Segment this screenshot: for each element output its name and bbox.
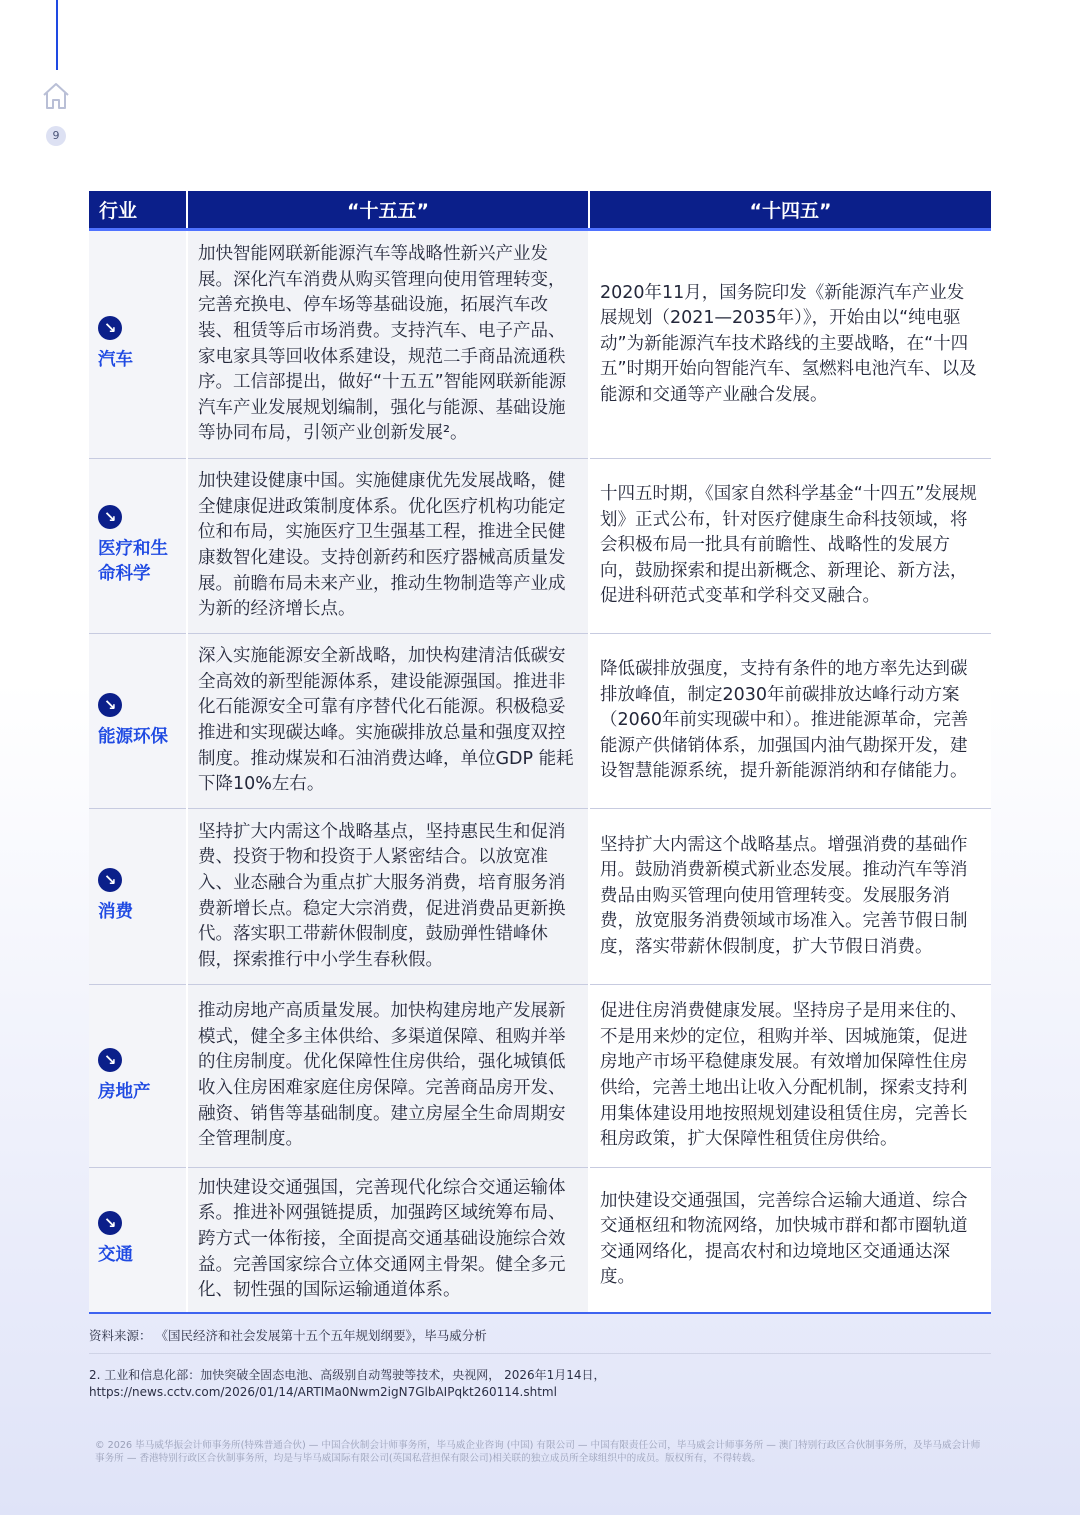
- plan-15-cell: 加快建设健康中国。实施健康优先发展战略，健全健康促进政策制度体系。优化医疗机构功能定位和布局，实施医疗卫生强基工程，推进全民健康数智化建设。支持创新药和医疗器械高质量发展。前瞻布局未来产业，推动生物制造等产业成为新的经济增长点。: [187, 459, 589, 634]
- industry-name: 能源环保: [98, 726, 168, 747]
- arrow-down-right-icon: ↘: [98, 868, 122, 892]
- plan-15-cell: 加快建设交通强国，完善现代化综合交通运输体系。推进补网强链提质，加强跨区域统筹布局、跨方式一体衔接，全面提高交通基础设施综合效益。完善国家综合立体交通网主骨架。健全多元化、韧性强的国际运输通道体系。: [187, 1168, 589, 1313]
- plan-14-cell: 加快建设交通强国，完善综合运输大通道、综合交通枢纽和物流网络，加快城市群和都市圈轨道交通网络化，提高农村和边境地区交通通达深度。: [589, 1168, 991, 1313]
- plan-15-cell: 推动房地产高质量发展。加快构建房地产发展新模式，健全多主体供给、多渠道保障、租购并举的住房制度。优化保障性住房供给，强化城镇低收入住房困难家庭住房保障。完善商品房开发、融资、销售等基础制度。建立房屋全生命周期安全管理制度。: [187, 985, 589, 1168]
- table-row: [89, 1168, 991, 1313]
- header-15th-plan: “十五五”: [187, 191, 589, 230]
- industry-name: 交通: [98, 1245, 133, 1266]
- plan-14-cell: 2020年11月，国务院印发《新能源汽车产业发展规划（2021—2035年）》，开始由以“纯电驱动”为新能源汽车技术路线的主要战略，在“十四五”时期开始向智能汽车、氢燃料电池汽车、以及能源和交通等产业融合发展。: [589, 230, 991, 459]
- header-industry: 行业: [89, 191, 187, 230]
- header-14th-plan: “十四五”: [589, 191, 991, 230]
- copyright-notice: © 2026 毕马威华振会计师事务所(特殊普通合伙) — 中国合伙制会计师事务所，毕马威企业咨询 (中国) 有限公司 — 中国有限责任公司，毕马威会计师事务所 — 澳门特别行政区合伙制事务所，及毕马威会计师事务所 — 香港特别行政区合伙制事务所，均是与毕马威国际有限公司(英国私营担保有限公司)相关联的独立成员所全球组织中的成员。版权所有，不得转载。: [95, 1440, 981, 1464]
- footnote-text: 2. 工业和信息化部：加快突破全固态电池、高级别自动驾驶等技术，央视网， 2026年1月14日，: [89, 1368, 606, 1382]
- industry-cell: [89, 459, 187, 634]
- arrow-down-right-icon: ↘: [98, 505, 122, 529]
- plan-14-cell: 坚持扩大内需这个战略基点。增强消费的基础作用。鼓励消费新模式新业态发展。推动汽车等消费品由购买管理向使用管理转变。发展服务消费，放宽服务消费领域市场准入。完善节假日制度，落实带薪休假制度，扩大节假日消费。: [589, 809, 991, 985]
- table-row: [89, 985, 991, 1168]
- industry-name: 消费: [98, 902, 133, 922]
- plan-15-cell: 加快智能网联新能源汽车等战略性新兴产业发展。深化汽车消费从购买管理向使用管理转变，完善充换电、停车场等基础设施，拓展汽车改装、租赁等后市场消费。支持汽车、电子产品、家电家具等回收体系建设，规范二手商品流通秩序。工信部提出，做好“十五五”智能网联新能源汽车产业发展规划编制，强化与能源、基础设施等协同布局，引领产业创新发展²。: [187, 230, 589, 459]
- arrow-down-right-icon: ↘: [98, 693, 122, 717]
- industry-name: 医疗和生命科学: [98, 539, 168, 584]
- plan-15-cell: 坚持扩大内需这个战略基点，坚持惠民生和促消费、投资于物和投资于人紧密结合。以放宽准入、业态融合为重点扩大服务消费，培育服务消费新增长点。稳定大宗消费，促进消费品更新换代。落实职工带薪休假制度，鼓励弹性错峰休假，探索推行中小学生春秋假。: [187, 809, 589, 985]
- industry-cell: [89, 634, 187, 809]
- table-row: [89, 634, 991, 809]
- arrow-down-right-icon: ↘: [98, 1211, 122, 1235]
- home-icon[interactable]: [40, 80, 72, 112]
- side-accent-line: [56, 0, 58, 70]
- arrow-down-right-icon: ↘: [98, 1048, 122, 1072]
- five-year-plan-comparison-table: [89, 191, 991, 1314]
- footnote-url[interactable]: https://news.cctv.com/2026/01/14/ARTIMa0Nwm2igN7GlbAIPqkt260114.shtml: [89, 1385, 557, 1399]
- industry-cell: [89, 1168, 187, 1313]
- table-row: [89, 809, 991, 985]
- plan-14-cell: 降低碳排放强度，支持有条件的地方率先达到碳排放峰值，制定2030年前碳排放达峰行动方案（2060年前实现碳中和）。推进能源革命，完善能源产供储销体系，加强国内油气勘探开发，建设智慧能源系统，提升新能源消纳和存储能力。: [589, 634, 991, 809]
- table-row: [89, 230, 991, 459]
- page-number: 9: [46, 126, 66, 146]
- table-row: [89, 459, 991, 634]
- plan-15-cell: 深入实施能源安全新战略，加快构建清洁低碳安全高效的新型能源体系，建设能源强国。推进非化石能源安全可靠有序替代化石能源。积极稳妥推进和实现碳达峰。实施碳排放总量和强度双控制度。推动煤炭和石油消费达峰，单位GDP 能耗下降10%左右。: [187, 634, 589, 809]
- footnote-divider: [89, 1353, 991, 1354]
- industry-name: 汽车: [98, 350, 133, 370]
- industry-cell: [89, 809, 187, 985]
- source-note: 资料来源： 《国民经济和社会发展第十五个五年规划纲要》，毕马威分析: [89, 1328, 487, 1343]
- table-header-row: [89, 191, 991, 230]
- industry-cell: [89, 230, 187, 459]
- industry-cell: [89, 985, 187, 1168]
- industry-name: 房地产: [98, 1081, 151, 1102]
- arrow-down-right-icon: ↘: [98, 316, 122, 340]
- plan-14-cell: 促进住房消费健康发展。坚持房子是用来住的、不是用来炒的定位，租购并举、因城施策，促进房地产市场平稳健康发展。有效增加保障性住房供给，完善土地出让收入分配机制，探索支持利用集体建设用地按照规划建设租赁住房，完善长租房政策，扩大保障性租赁住房供给。: [589, 985, 991, 1168]
- plan-14-cell: 十四五时期，《国家自然科学基金“十四五”发展规划》正式公布，针对医疗健康生命科技领域，将会积极布局一批具有前瞻性、战略性的发展方向，鼓励探索和提出新概念、新理论、新方法，促进科研范式变革和学科交叉融合。: [589, 459, 991, 634]
